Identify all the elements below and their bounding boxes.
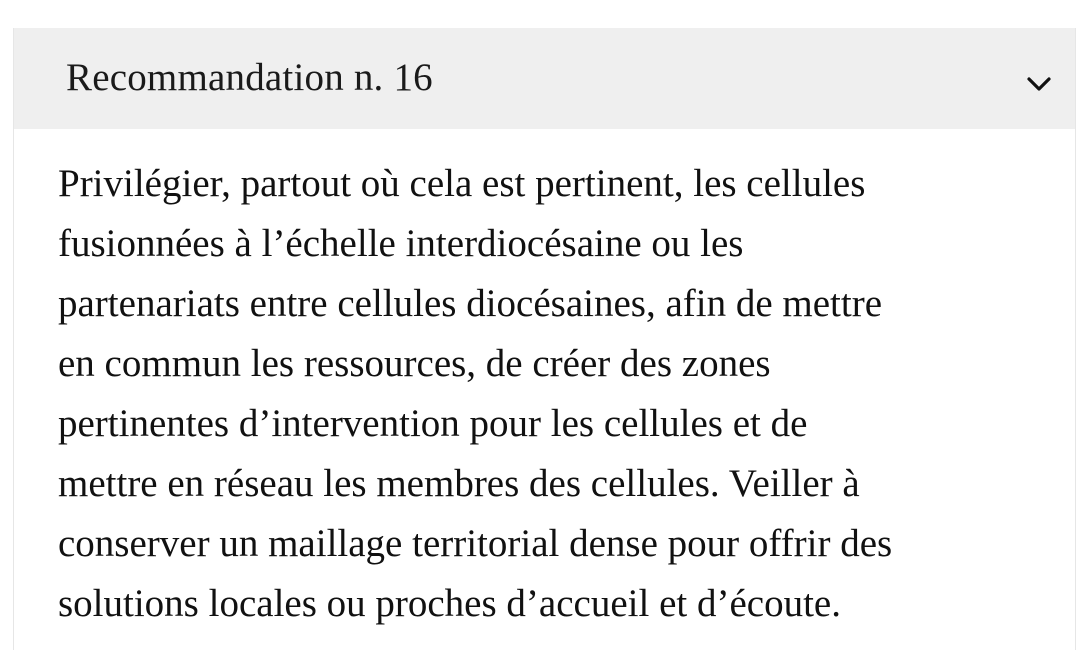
accordion-body	[58, 154, 1048, 634]
body-line: solutions locales ou proches d’accueil et d’écoute.	[58, 582, 841, 625]
accordion-header[interactable]	[14, 28, 1075, 129]
chevron-down-icon[interactable]	[1023, 68, 1055, 100]
body-line: conserver un maillage territorial dense pour offrir des	[58, 522, 893, 565]
body-line: mettre en réseau les membres des cellules. Veiller à	[58, 462, 860, 505]
body-line: partenariats entre cellules diocésaines, afin de mettre	[58, 282, 883, 325]
body-line: fusionnées à l’échelle interdiocésaine ou les	[58, 222, 744, 265]
body-line: pertinentes d’intervention pour les cellules et de	[58, 402, 808, 445]
recommendation-accordion	[13, 28, 1076, 650]
body-line: en commun les ressources, de créer des zones	[58, 342, 771, 385]
accordion-title: Recommandation n. 16	[66, 56, 433, 99]
body-line: Privilégier, partout où cela est pertinent, les cellules	[58, 162, 866, 205]
